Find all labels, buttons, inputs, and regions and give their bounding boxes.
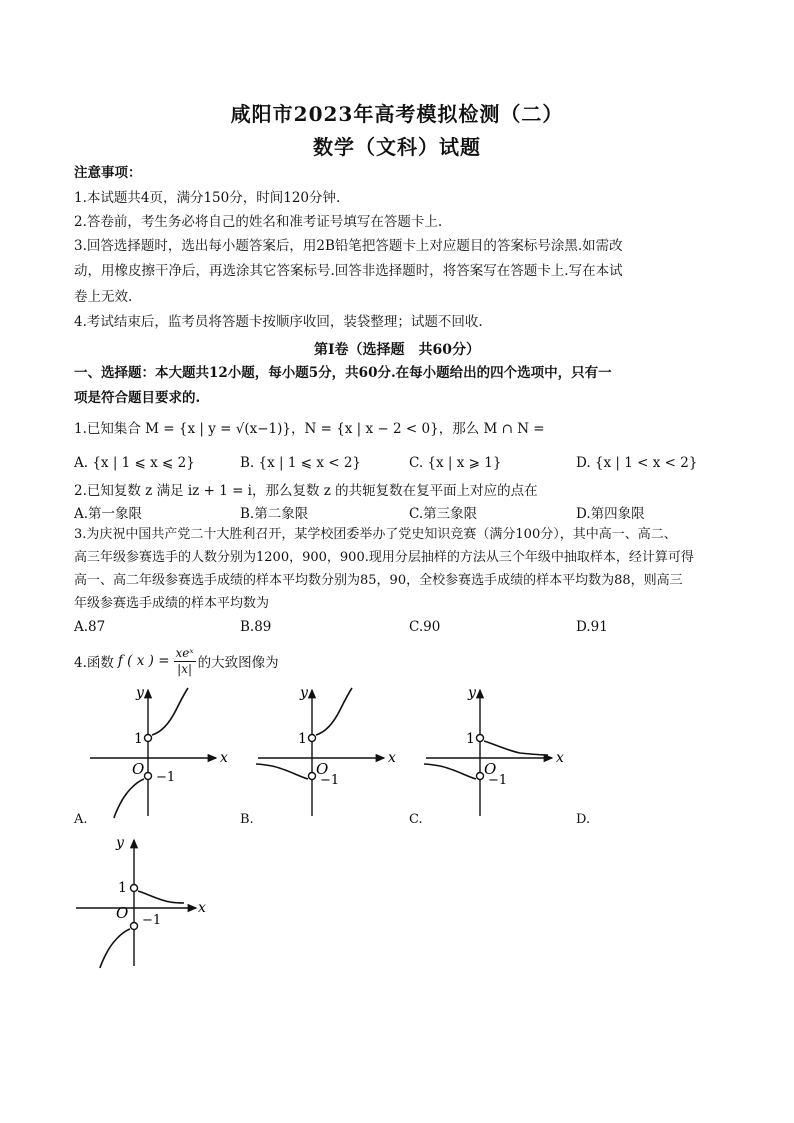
fraction-numerator: xeˣ — [175, 645, 194, 660]
question-4-stem — [74, 643, 279, 679]
open-point — [309, 735, 316, 742]
fraction — [174, 646, 196, 677]
graph-d[interactable] — [72, 830, 222, 970]
open-point — [477, 735, 484, 742]
open-point — [145, 735, 152, 742]
question-3-line: 年级参赛选手成绩的样本平均数为 — [74, 596, 270, 611]
x-label: x — [556, 750, 564, 766]
option-a[interactable]: A. {x | 1 ⩽ x ⩽ 2} — [74, 455, 195, 471]
notice-item: 4.考试结束后，监考员将答题卡按顺序收回，装袋整理；试题不回收. — [74, 314, 483, 330]
option-c[interactable]: C. {x | x ⩾ 1} — [409, 455, 502, 471]
tick-neg-label: −1 — [156, 770, 176, 785]
x-label: x — [198, 900, 206, 916]
curve-right — [316, 688, 352, 735]
question-2-stem: 2.已知复数 z 满足 iz + 1 = i，那么复数 z 的共轭复数在复平面上对应的点在 — [74, 483, 538, 499]
graph-a[interactable] — [84, 680, 234, 820]
curve-right — [138, 891, 184, 903]
tick-one-label: 1 — [134, 731, 143, 747]
option-c[interactable]: C.90 — [409, 619, 441, 635]
y-label: y — [136, 685, 144, 701]
tick-one-label: 1 — [298, 731, 307, 747]
part-heading: 项是符合题目要求的. — [74, 390, 201, 406]
y-label: y — [300, 685, 308, 701]
page-subtitle: 数学（文科）试题 — [313, 135, 481, 159]
graph-a-label[interactable]: A. — [74, 812, 88, 827]
origin-label: O — [132, 760, 145, 778]
notice-heading: 注意事项： — [74, 165, 142, 181]
open-point — [131, 885, 138, 892]
graph-c-label[interactable]: C. — [409, 812, 423, 827]
curve-left — [114, 779, 144, 818]
option-d[interactable]: D. {x | 1 < x < 2} — [576, 455, 698, 471]
notice-item: 3.回答选择题时，选出每小题答案后，用2B铅笔把答题卡上对应题目的答案标号涂黑.如需改 — [74, 238, 623, 254]
option-b[interactable]: B.第二象限 — [240, 506, 309, 522]
section-heading: 第Ⅰ卷（选择题 共60分） — [313, 342, 481, 358]
question-3-line: 高一、高二年级参赛选手成绩的样本平均数分别为85，90，全校参赛选手成绩的样本平均数为88，则高三 — [74, 573, 683, 588]
graph-b[interactable] — [252, 680, 402, 820]
tick-neg-label: −1 — [142, 913, 162, 928]
page-title: 咸阳市2023年高考模拟检测（二） — [230, 102, 564, 126]
tick-one-label: 1 — [466, 731, 475, 747]
part-heading: 一、选择题：本大题共12小题，每小题5分，共60分.在每小题给出的四个选项中，只有一 — [74, 365, 612, 381]
origin-label: O — [484, 760, 497, 778]
option-b[interactable]: B.89 — [240, 619, 272, 635]
curve-right — [152, 688, 188, 735]
open-point — [477, 773, 484, 780]
notice-item: 卷上无效. — [74, 289, 133, 305]
curve-left — [256, 764, 308, 779]
option-d[interactable]: D.第四象限 — [576, 506, 645, 522]
option-d[interactable]: D.91 — [576, 619, 608, 635]
graph-d-label[interactable]: D. — [576, 812, 591, 827]
tick-neg-label: −1 — [488, 773, 508, 788]
question-4-suffix: 的大致图像为 — [197, 655, 279, 671]
x-label: x — [220, 750, 228, 766]
question-3-line: 3.为庆祝中国共产党二十大胜利召开，某学校团委举办了党史知识竞赛（满分100分），其中高一、高二、 — [74, 527, 677, 542]
y-label: y — [116, 835, 124, 851]
graph-b-label[interactable]: B. — [240, 812, 254, 827]
notice-item: 1.本试题共4页，满分150分，时间120分钟. — [74, 190, 341, 206]
tick-one-label: 1 — [118, 880, 127, 896]
option-a[interactable]: A.第一象限 — [74, 506, 143, 522]
notice-item: 2.答卷前，考生务必将自己的姓名和准考证号填写在答题卡上. — [74, 214, 443, 230]
option-a[interactable]: A.87 — [74, 619, 106, 635]
option-b[interactable]: B. {x | 1 ⩽ x < 2} — [240, 455, 362, 471]
open-point — [131, 923, 138, 930]
origin-label: O — [316, 760, 329, 778]
curve-left — [424, 764, 476, 779]
graph-c[interactable] — [420, 680, 570, 820]
y-label: y — [468, 685, 476, 701]
curve-left — [100, 929, 130, 968]
fraction-denominator: |x| — [177, 661, 193, 676]
x-label: x — [388, 750, 396, 766]
open-point — [145, 773, 152, 780]
question-1-stem: 1.已知集合 M = {x | y = √(x−1)}，N = {x | x − 2 < 0}，那么 M ∩ N = — [74, 421, 545, 437]
curve-right — [484, 741, 548, 755]
open-point — [309, 773, 316, 780]
origin-label: O — [116, 904, 129, 922]
function-label: f ( x ) = — [117, 653, 170, 669]
notice-item: 动，用橡皮擦干净后，再选涂其它答案标号.回答非选择题时，将答案写在答题卡上.写在本试 — [74, 263, 623, 279]
question-3-line: 高三年级参赛选手的人数分别为1200，900，900.现用分层抽样的方法从三个年级中抽取样本，经计算可得 — [74, 550, 694, 565]
question-4-prefix: 4.函数 — [74, 655, 114, 671]
option-c[interactable]: C.第三象限 — [409, 506, 478, 522]
tick-neg-label: −1 — [320, 773, 340, 788]
